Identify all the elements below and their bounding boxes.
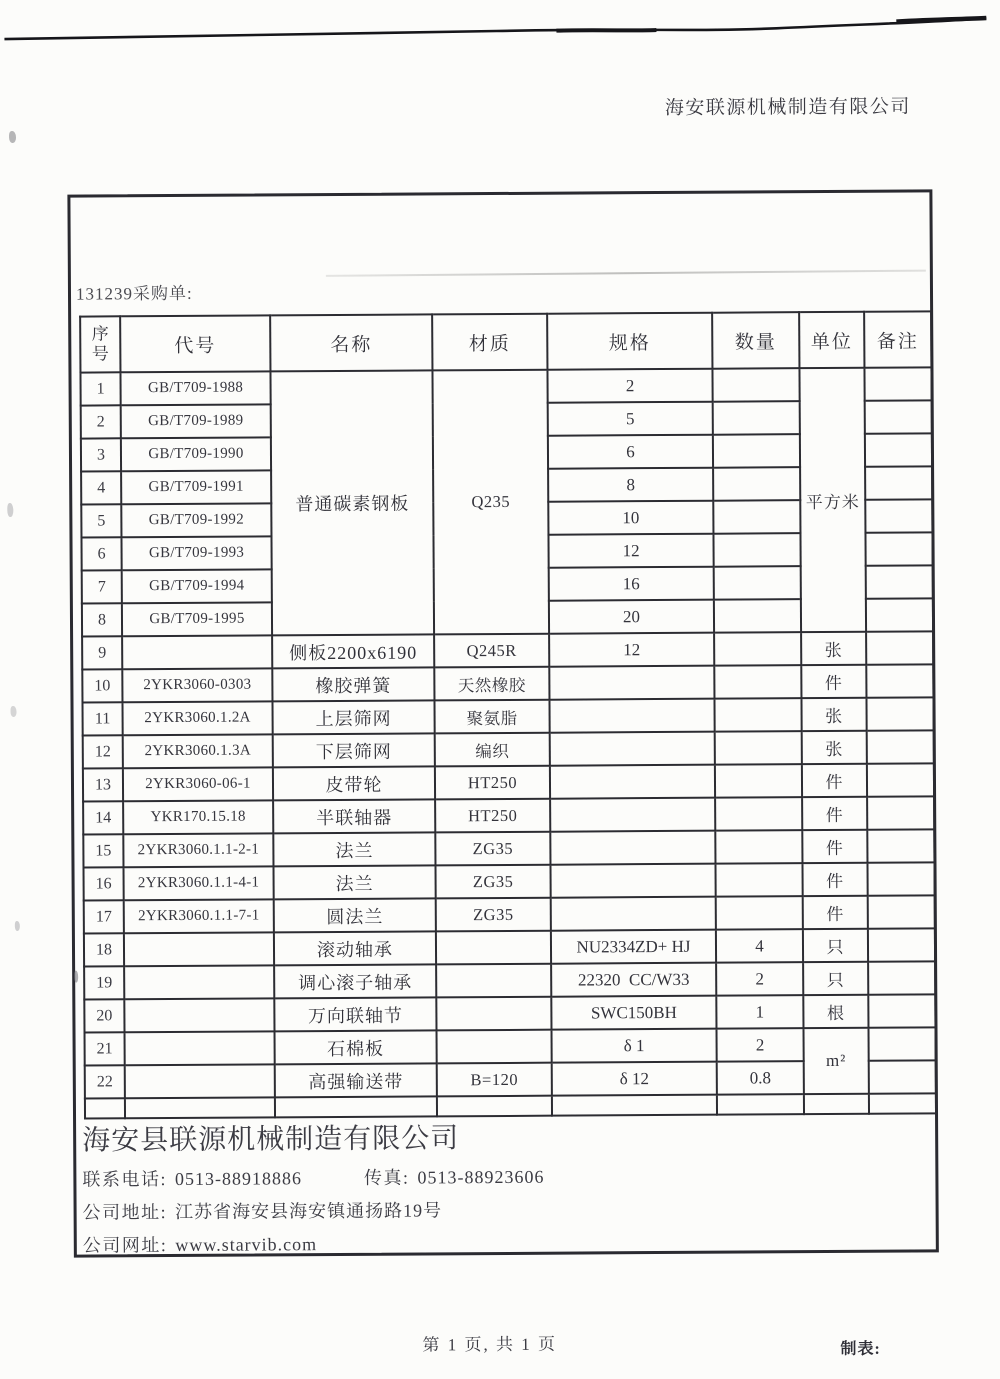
cell-remark: [867, 763, 934, 796]
cell-name: 滚动轴承: [274, 931, 436, 965]
cell-no: 4: [81, 471, 121, 504]
cell-spec: [550, 765, 715, 799]
cell-no: 9: [82, 636, 122, 669]
cell-material: [436, 997, 551, 1031]
cell-unit-merged: m²: [803, 1028, 868, 1094]
cell-remark: [868, 1027, 935, 1060]
cell-name: 下层筛网: [273, 733, 435, 767]
cell-spec: [549, 666, 714, 700]
cell-material: ZG35: [435, 832, 550, 866]
cell-name: [275, 1096, 437, 1117]
cell-material: ZG35: [435, 865, 550, 899]
cell-code: [125, 1031, 275, 1065]
cell-code: [122, 635, 272, 669]
cell-no: 17: [84, 900, 124, 933]
contact-website-line: [83, 1226, 932, 1257]
cell-no: 14: [83, 801, 123, 834]
cell-remark: [865, 400, 932, 433]
cell-remark: [866, 697, 933, 730]
cell-code: GB/T709-1995: [122, 602, 272, 636]
cell-remark: [865, 532, 932, 565]
cell-spec: [549, 699, 714, 733]
cell-code: 2YKR3060.1.1-2-1: [123, 833, 273, 867]
cell-remark: [864, 367, 931, 400]
header-qty: 数量: [712, 312, 799, 369]
table-row: [84, 862, 935, 900]
table-row: [82, 697, 933, 735]
cell-material: [437, 1030, 552, 1064]
cell-unit: 张: [801, 698, 866, 731]
cell-unit: 件: [802, 797, 867, 830]
cell-qty: 2: [716, 962, 803, 996]
table-row: [84, 895, 935, 933]
table-row: [83, 829, 934, 867]
cell-code: [124, 932, 274, 966]
table-row: [80, 367, 931, 405]
table-row: [83, 763, 934, 801]
scan-speck: [74, 971, 78, 983]
cell-material: HT250: [435, 799, 550, 833]
contact-phone-line: [82, 1160, 931, 1191]
order-number-label: 131239采购单:: [75, 283, 193, 304]
cell-code: 2YKR3060-0303: [122, 668, 272, 702]
cell-spec: 22320 CC/W33: [551, 963, 716, 997]
cell-spec: 20: [549, 600, 714, 634]
fax-label: 传真:: [363, 1167, 410, 1188]
cell-material-merged: Q235: [432, 370, 549, 635]
cell-no: 3: [81, 438, 121, 471]
cell-name: 圆法兰: [274, 898, 436, 932]
scan-speck: [15, 921, 20, 931]
cell-remark: [865, 499, 932, 532]
cell-code: 2YKR3060-06-1: [123, 767, 273, 801]
cell-spec: NU2334ZD+ HJ: [551, 930, 716, 964]
cell-name: 半联轴器: [273, 799, 435, 833]
cell-spec: 12: [549, 633, 714, 667]
cell-spec: [550, 732, 715, 766]
cell-code: GB/T709-1990: [121, 437, 271, 471]
cell-code: 2YKR3060.1.1-4-1: [124, 866, 274, 900]
cell-name: 高强输送带: [275, 1063, 437, 1097]
cell-remark: [865, 466, 932, 499]
cell-qty: [713, 467, 800, 501]
cell-no: 1: [80, 372, 120, 405]
header-name: 名称: [270, 314, 432, 371]
cell-no: 16: [84, 867, 124, 900]
cell-qty: [715, 731, 802, 765]
table-row: [83, 730, 934, 768]
cell-no: 2: [81, 405, 121, 438]
cell-remark: [866, 631, 933, 664]
cell-remark: [867, 730, 934, 763]
cell-material: B=120: [437, 1063, 552, 1097]
cell-material: HT250: [435, 766, 550, 800]
cell-remark: [866, 565, 933, 598]
cell-qty: [712, 368, 799, 402]
cell-qty: 2: [716, 1028, 803, 1062]
cell-spec: 2: [547, 369, 712, 403]
scan-speck: [7, 503, 13, 517]
cell-qty: 4: [716, 929, 803, 963]
cell-remark: [868, 928, 935, 961]
cell-material: [436, 931, 551, 965]
website-value: www.starvib.com: [175, 1234, 318, 1255]
header-remark: 备注: [864, 311, 931, 367]
cell-code: [124, 965, 274, 999]
cell-qty: [715, 830, 802, 864]
cell-code: 2YKR3060.1.1-7-1: [124, 899, 274, 933]
cell-no: 10: [82, 669, 122, 702]
cell-unit: 张: [801, 632, 866, 665]
cell-qty: [715, 797, 802, 831]
scan-speck: [11, 706, 17, 717]
cell-spec: 6: [548, 435, 713, 469]
cell-unit: [804, 1094, 869, 1114]
items-table: [79, 310, 937, 1119]
cell-name: 法兰: [273, 832, 435, 866]
cell-unit: 件: [801, 665, 866, 698]
cell-qty: [714, 698, 801, 732]
phone-value: 0513-88918886: [174, 1168, 302, 1189]
cell-no: 11: [82, 702, 122, 735]
cell-no: 22: [85, 1065, 125, 1098]
contact-company-name: 海安县联源机械制造有限公司: [82, 1123, 460, 1157]
cell-name: 法兰: [273, 865, 435, 899]
cell-remark: [868, 994, 935, 1027]
cell-code: GB/T709-1994: [122, 569, 272, 603]
header-unit: 单位: [799, 312, 864, 368]
cell-qty: 0.8: [717, 1061, 804, 1095]
cell-no: 15: [83, 834, 123, 867]
cell-spec: [551, 897, 716, 931]
company-letterhead: 海安联源机械制造有限公司: [664, 96, 911, 119]
cell-code: 2YKR3060.1.3A: [123, 734, 273, 768]
cell-unit: 件: [802, 764, 867, 797]
cell-code: [125, 1097, 275, 1118]
cell-unit: 件: [803, 896, 868, 929]
cell-remark: [869, 1093, 936, 1113]
cell-material: [436, 964, 551, 998]
cell-material: 天然橡胶: [434, 667, 549, 701]
cell-material: ZG35: [436, 898, 551, 932]
scan-speck: [9, 131, 16, 143]
cell-unit-merged: 平方米: [799, 368, 866, 632]
cell-no: 12: [83, 735, 123, 768]
cell-unit: 件: [802, 830, 867, 863]
cell-qty: [713, 500, 800, 534]
table-row: [84, 961, 935, 999]
cell-name: 侧板2200x6190: [272, 634, 434, 668]
cell-remark: [866, 664, 933, 697]
cell-remark: [866, 598, 933, 631]
cell-spec: SWC150BH: [551, 996, 716, 1030]
phone-label: 联系电话:: [82, 1169, 167, 1190]
cell-qty: [716, 896, 803, 930]
document-frame: [67, 189, 938, 1257]
cell-qty: [713, 533, 800, 567]
table-row: [84, 928, 935, 966]
table-row: [84, 994, 935, 1032]
address-value: 江苏省海安县海安镇通扬路19号: [175, 1200, 443, 1222]
cell-code: GB/T709-1991: [121, 470, 271, 504]
cell-spec: 5: [548, 402, 713, 436]
cell-spec: 10: [548, 501, 713, 535]
cell-spec: δ 1: [552, 1029, 717, 1063]
faint-scan-line: [326, 270, 926, 277]
cell-remark: [868, 961, 935, 994]
cell-no: 20: [84, 999, 124, 1032]
cell-material: 编织: [435, 733, 550, 767]
contact-address-line: [83, 1193, 932, 1224]
table-header-row: [80, 311, 931, 372]
table-row: [82, 631, 933, 669]
cell-qty: [714, 665, 801, 699]
cell-spec: [552, 1095, 717, 1116]
cell-name: 调心滚子轴承: [274, 964, 436, 998]
cell-code: GB/T709-1989: [121, 404, 271, 438]
header-no: 序 号: [80, 316, 120, 372]
cell-code: YKR170.15.18: [123, 800, 273, 834]
cell-spec: [550, 864, 715, 898]
header-code: 代号: [120, 315, 270, 372]
cell-no: 18: [84, 933, 124, 966]
cell-qty: [713, 434, 800, 468]
cell-code: 2YKR3060.1.2A: [122, 701, 272, 735]
cell-material: Q245R: [434, 634, 549, 668]
cell-remark: [867, 796, 934, 829]
cell-spec: δ 12: [552, 1062, 717, 1096]
cell-no: 7: [82, 570, 122, 603]
cell-qty: [715, 764, 802, 798]
cell-remark: [867, 862, 934, 895]
cell-spec: 8: [548, 468, 713, 502]
cell-name: 石棉板: [275, 1030, 437, 1064]
cell-name: 橡胶弹簧: [272, 667, 434, 701]
cell-material: 聚氨脂: [434, 700, 549, 734]
cell-no: 5: [81, 504, 121, 537]
cell-no: 13: [83, 768, 123, 801]
table-row: [83, 796, 934, 834]
cell-spec: 12: [548, 534, 713, 568]
cell-unit: 根: [803, 995, 868, 1028]
cell-remark: [868, 895, 935, 928]
cell-code: GB/T709-1988: [120, 371, 270, 405]
table-row: [82, 664, 933, 702]
cell-spec: [550, 798, 715, 832]
cell-no: [85, 1098, 125, 1118]
prepared-by-label: 制表:: [840, 1340, 881, 1358]
header-material: 材质: [432, 314, 547, 371]
cell-qty: [717, 1094, 804, 1115]
cell-remark: [865, 433, 932, 466]
cell-unit: 只: [803, 962, 868, 995]
cell-name: 皮带轮: [273, 766, 435, 800]
scan-edge-artifact: [0, 0, 997, 63]
cell-spec: 16: [549, 567, 714, 601]
cell-unit: 只: [803, 929, 868, 962]
header-spec: 规格: [547, 313, 712, 370]
contact-block: [82, 1118, 932, 1256]
cell-unit: 张: [802, 731, 867, 764]
cell-unit: 件: [802, 863, 867, 896]
cell-qty: [714, 566, 801, 600]
cell-spec: [550, 831, 715, 865]
cell-name: 万向联轴节: [274, 997, 436, 1031]
cell-material: [437, 1096, 552, 1117]
fax-value: 0513-88923606: [417, 1166, 545, 1188]
cell-code: [124, 998, 274, 1032]
page-indicator: 第 1 页, 共 1 页: [422, 1334, 557, 1355]
cell-remark: [867, 829, 934, 862]
cell-name-merged: 普通碳素钢板: [270, 370, 434, 635]
cell-qty: [713, 401, 800, 435]
cell-code: GB/T709-1993: [121, 536, 271, 570]
cell-no: 21: [85, 1032, 125, 1065]
cell-qty: 1: [716, 995, 803, 1029]
cell-no: 19: [84, 966, 124, 999]
cell-code: GB/T709-1992: [121, 503, 271, 537]
cell-no: 6: [81, 537, 121, 570]
cell-no: 8: [82, 603, 122, 636]
table-row: [85, 1027, 936, 1065]
cell-remark: [869, 1060, 936, 1093]
cell-name: 上层筛网: [272, 700, 434, 734]
cell-qty: [715, 863, 802, 897]
table-row-empty: [85, 1093, 936, 1118]
website-label: 公司网址:: [82, 1235, 168, 1256]
cell-qty: [714, 632, 801, 666]
cell-code: [125, 1064, 275, 1098]
address-label: 公司地址:: [82, 1202, 168, 1223]
cell-qty: [714, 599, 801, 633]
